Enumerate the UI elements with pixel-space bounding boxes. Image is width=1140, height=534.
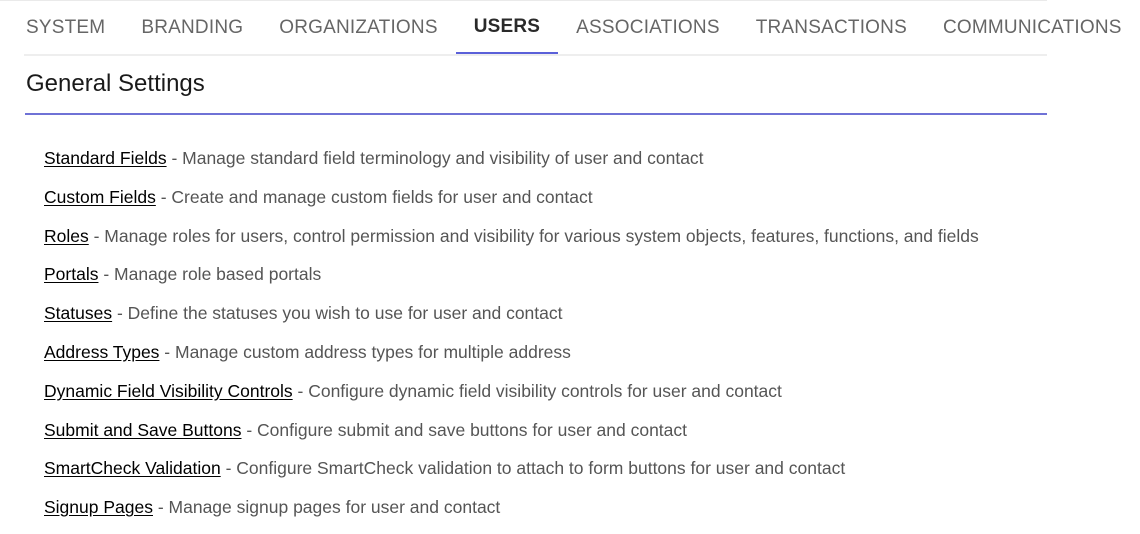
standard-fields-link[interactable]: Standard Fields xyxy=(44,148,167,168)
section-divider xyxy=(25,113,1047,115)
dynamic-field-visibility-controls-description: - Configure dynamic field visibility controls for user and contact xyxy=(292,380,782,401)
list-item xyxy=(44,185,979,224)
smartcheck-validation-description: - Configure SmartCheck validation to attach to form buttons for user and contact xyxy=(220,458,846,479)
section-title: General Settings xyxy=(26,70,205,97)
list-item xyxy=(44,456,979,495)
dynamic-field-visibility-controls-link[interactable]: Dynamic Field Visibility Controls xyxy=(44,380,293,401)
tab-organizations[interactable]: ORGANIZATIONS xyxy=(279,17,438,38)
tab-transactions[interactable]: TRANSACTIONS xyxy=(755,17,907,38)
portals-link[interactable]: Portals xyxy=(44,264,99,285)
signup-pages-link[interactable]: Signup Pages xyxy=(44,497,153,518)
tab-users[interactable]: USERS xyxy=(456,2,558,54)
roles-description: - Manage roles for users, control permission and visibility for various system objects, features, functions, and fields xyxy=(88,225,979,246)
submit-and-save-buttons-link[interactable]: Submit and Save Buttons xyxy=(44,419,242,440)
list-item xyxy=(44,495,979,534)
address-types-link[interactable]: Address Types xyxy=(44,341,160,362)
statuses-link[interactable]: Statuses xyxy=(44,303,113,324)
list-item xyxy=(44,379,979,418)
list-item xyxy=(44,418,979,457)
settings-tabs xyxy=(8,2,1140,54)
top-border xyxy=(0,0,1047,1)
list-item xyxy=(44,340,979,379)
signup-pages-description: - Manage signup pages for user and contact xyxy=(152,497,501,518)
settings-list xyxy=(44,146,979,534)
standard-fields-description: - Manage standard field terminology and visibility of user and contact xyxy=(166,148,704,168)
tab-communications[interactable]: COMMUNICATIONS xyxy=(942,17,1122,38)
tab-associations[interactable]: ASSOCIATIONS xyxy=(576,17,720,38)
tab-branding[interactable]: BRANDING xyxy=(141,17,244,38)
tab-system[interactable]: SYSTEM xyxy=(26,17,106,38)
smartcheck-validation-link[interactable]: SmartCheck Validation xyxy=(44,458,221,479)
list-item xyxy=(44,224,979,263)
portals-description: - Manage role based portals xyxy=(98,264,322,285)
submit-and-save-buttons-description: - Configure submit and save buttons for user and contact xyxy=(241,419,688,440)
list-item xyxy=(44,146,979,185)
roles-link[interactable]: Roles xyxy=(44,225,89,246)
list-item xyxy=(44,262,979,301)
custom-fields-description: - Create and manage custom fields for user and contact xyxy=(155,186,593,207)
address-types-description: - Manage custom address types for multiple address xyxy=(159,341,571,362)
tabs-divider xyxy=(24,54,1047,56)
list-item xyxy=(44,301,979,340)
statuses-description: - Define the statuses you wish to use for user and contact xyxy=(112,303,563,324)
custom-fields-link[interactable]: Custom Fields xyxy=(44,186,156,207)
